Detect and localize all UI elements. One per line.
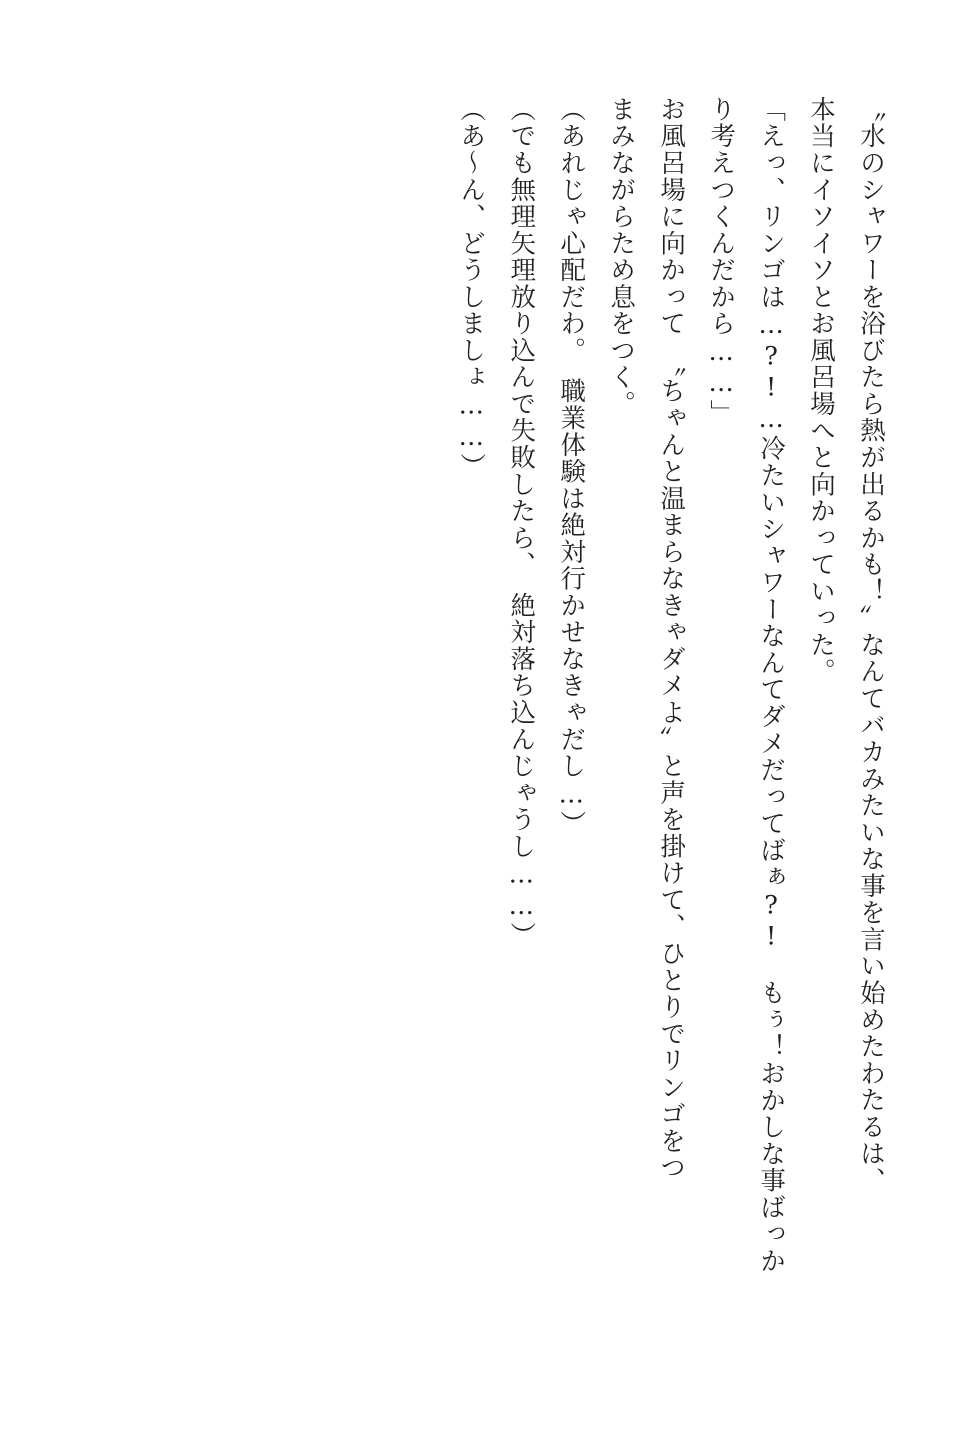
paragraph-line: り考えつくんだから……」 [706, 96, 737, 427]
paragraph-line: まみながらため息をつく。 [606, 96, 637, 418]
paragraph-line: 〝水のシャワーを浴びたら熱が出るかも！〟なんてバカみたいな事を言い始めたわたるは、 [856, 96, 886, 1194]
paragraph-line: 「えっ、リンゴは…?!…冷たいシャワーなんてダメだってばぁ?! もぅ！おかしな事ばっか [756, 96, 787, 1275]
paragraph-line: お風呂場に向かって 〝ちゃんと温まらなきゃダメよ〟と声を掛けて、ひとりでリンゴをつ [656, 96, 687, 1182]
paragraph-line: 本当にイソイソとお風呂場へと向かっていった。 [806, 96, 837, 686]
vertical-text-body [70, 96, 895, 1348]
paragraph-line: （でも無理矢理放り込んで失敗したら、 絶対落ち込んじゃうし……） [506, 96, 537, 950]
paragraph-line: （あれじゃ心配だわ。 職業体験は絶対行かせなきゃだし…） [556, 96, 587, 838]
paragraph-line: （あ～ん、どうしましょ……） [456, 96, 487, 480]
